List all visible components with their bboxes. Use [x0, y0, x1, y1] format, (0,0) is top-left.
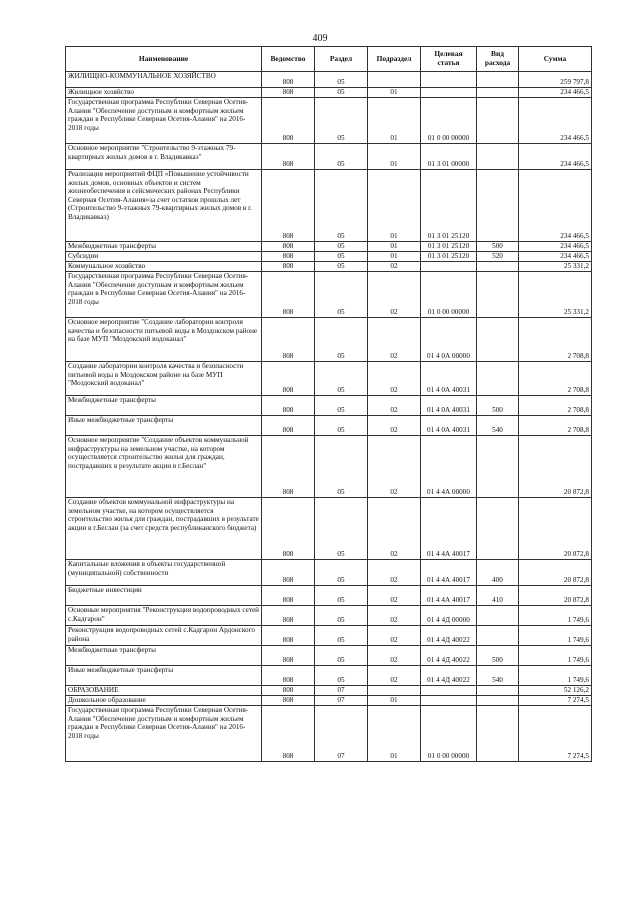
row-target-article: 01 3 01 25120	[421, 170, 477, 242]
row-section: 05	[315, 262, 368, 272]
row-expense-type	[477, 318, 519, 362]
row-expense-type	[477, 170, 519, 242]
row-target-article	[421, 686, 477, 696]
row-subsection: 01	[368, 98, 421, 144]
header-department: Ведомство	[262, 47, 315, 72]
row-subsection: 01	[368, 706, 421, 762]
row-name: Субсидии	[66, 252, 262, 262]
row-name: Жилищное хозяйство	[66, 88, 262, 98]
table-row	[66, 362, 592, 396]
row-department: 808	[262, 362, 315, 396]
table-row	[66, 560, 592, 586]
row-amount: 234 466,5	[519, 98, 592, 144]
row-amount: 20 872,8	[519, 586, 592, 606]
row-department: 808	[262, 416, 315, 436]
row-name: Межбюджетные трансферты	[66, 242, 262, 252]
row-amount: 234 466,5	[519, 88, 592, 98]
table-row	[66, 170, 592, 242]
row-section: 05	[315, 396, 368, 416]
table-row	[66, 318, 592, 362]
row-section: 05	[315, 242, 368, 252]
table-row	[66, 144, 592, 170]
row-name: Коммунальное хозяйство	[66, 262, 262, 272]
header-name: Наименование	[66, 47, 262, 72]
row-subsection: 01	[368, 88, 421, 98]
row-section: 05	[315, 666, 368, 686]
table-row	[66, 396, 592, 416]
row-amount: 20 872,8	[519, 498, 592, 560]
table-row	[66, 498, 592, 560]
row-name: Иные межбюджетные трансферты	[66, 416, 262, 436]
row-section: 05	[315, 560, 368, 586]
row-amount: 7 274,5	[519, 696, 592, 706]
row-name: Создание объектов коммунальной инфраструктуры на земельном участке, на котором осуществляется строительство жилья для граждан, пострадавших в результате акции в г.Беслан (за счет средств республиканского бюджета)	[66, 498, 262, 560]
row-amount: 1 749,6	[519, 606, 592, 626]
page-number: 409	[312, 33, 328, 44]
row-target-article	[421, 262, 477, 272]
row-subsection: 02	[368, 626, 421, 646]
row-amount: 25 331,2	[519, 262, 592, 272]
table-row	[66, 416, 592, 436]
table-row	[66, 272, 592, 318]
table-header-row	[66, 47, 592, 72]
row-name: Иные межбюджетные трансферты	[66, 666, 262, 686]
header-subsection: Подраздел	[368, 47, 421, 72]
row-subsection: 01	[368, 144, 421, 170]
row-expense-type: 400	[477, 560, 519, 586]
row-target-article: 01 4 4Д 40022	[421, 626, 477, 646]
row-name: Основные мероприятия "Реконструкция водопроводных сетей с.Кадгарон"	[66, 606, 262, 626]
row-name: Дошкольное образование	[66, 696, 262, 706]
row-department: 808	[262, 170, 315, 242]
row-department: 808	[262, 666, 315, 686]
row-department: 808	[262, 144, 315, 170]
table-row	[66, 252, 592, 262]
row-amount: 234 466,5	[519, 144, 592, 170]
row-subsection: 02	[368, 436, 421, 498]
row-department: 808	[262, 396, 315, 416]
row-name: Основное мероприятие "Строительство 9-этажных 79-квартирных жилых домов в г. Владикавказ"	[66, 144, 262, 170]
row-expense-type	[477, 144, 519, 170]
row-section: 07	[315, 686, 368, 696]
row-target-article	[421, 72, 477, 88]
row-section: 07	[315, 696, 368, 706]
row-subsection: 02	[368, 606, 421, 626]
row-expense-type	[477, 606, 519, 626]
row-expense-type: 540	[477, 416, 519, 436]
row-target-article	[421, 88, 477, 98]
row-department: 808	[262, 88, 315, 98]
row-target-article: 01 4 0А 40031	[421, 396, 477, 416]
row-target-article: 01 4 4А 40017	[421, 498, 477, 560]
row-section: 05	[315, 272, 368, 318]
row-target-article: 01 3 01 25120	[421, 242, 477, 252]
row-department: 808	[262, 606, 315, 626]
row-target-article: 01 0 00 00000	[421, 706, 477, 762]
row-subsection: 02	[368, 666, 421, 686]
row-target-article: 01 4 4Д 40022	[421, 666, 477, 686]
row-department: 808	[262, 72, 315, 88]
row-amount: 234 466,5	[519, 170, 592, 242]
table-row	[66, 88, 592, 98]
row-subsection: 02	[368, 646, 421, 666]
budget-table	[65, 46, 592, 762]
row-expense-type	[477, 436, 519, 498]
row-target-article: 01 3 01 25120	[421, 252, 477, 262]
row-amount: 20 872,8	[519, 436, 592, 498]
table-row	[66, 98, 592, 144]
row-name: Создание лаборатории контроля качества и безопасности питьевой воды в Моздокском районе на базе МУП "Моздокский водоканал"	[66, 362, 262, 396]
row-amount: 20 872,8	[519, 560, 592, 586]
row-subsection: 01	[368, 242, 421, 252]
row-amount: 2 708,8	[519, 362, 592, 396]
row-subsection: 02	[368, 318, 421, 362]
row-amount: 234 466,5	[519, 242, 592, 252]
header-target-article: Целевая статья	[421, 47, 477, 72]
row-section: 05	[315, 362, 368, 396]
table-row	[66, 242, 592, 252]
row-name: ЖИЛИЩНО-КОММУНАЛЬНОЕ ХОЗЯЙСТВО	[66, 72, 262, 88]
row-name: Капитальные вложения в объекты государственной (муниципальной) собственности	[66, 560, 262, 586]
row-amount: 2 708,8	[519, 416, 592, 436]
row-section: 05	[315, 72, 368, 88]
row-section: 05	[315, 416, 368, 436]
row-expense-type	[477, 626, 519, 646]
row-name: Основное мероприятие "Создание объектов коммунальной инфраструктуры на земельном участке, на котором осуществляется строительство жилья для граждан, пострадавших в результате акции в г.Беслан"	[66, 436, 262, 498]
table-row	[66, 262, 592, 272]
row-department: 808	[262, 686, 315, 696]
row-section: 07	[315, 706, 368, 762]
row-section: 05	[315, 606, 368, 626]
row-target-article: 01 3 01 00000	[421, 144, 477, 170]
row-subsection: 02	[368, 396, 421, 416]
row-subsection: 02	[368, 560, 421, 586]
table-row	[66, 586, 592, 606]
row-expense-type	[477, 686, 519, 696]
table-row	[66, 72, 592, 88]
row-department: 808	[262, 318, 315, 362]
row-target-article: 01 4 4А 40017	[421, 560, 477, 586]
table-row	[66, 706, 592, 762]
row-department: 808	[262, 646, 315, 666]
row-expense-type	[477, 72, 519, 88]
row-expense-type	[477, 498, 519, 560]
header-section: Раздел	[315, 47, 368, 72]
table-row	[66, 696, 592, 706]
row-target-article: 01 4 4Д 00000	[421, 606, 477, 626]
row-amount: 2 708,8	[519, 318, 592, 362]
row-target-article: 01 4 0А 40031	[421, 362, 477, 396]
row-target-article: 01 4 4А 00000	[421, 436, 477, 498]
table-row	[66, 686, 592, 696]
row-subsection: 01	[368, 170, 421, 242]
row-name: Межбюджетные трансферты	[66, 646, 262, 666]
row-department: 808	[262, 252, 315, 262]
row-name: Государственная программа Республики Северная Осетия-Алания "Обеспечение доступным и комфортным жильем граждан в Республике Северная Осетия-Алания" на 2016-2018 годы	[66, 98, 262, 144]
row-section: 05	[315, 88, 368, 98]
row-subsection: 02	[368, 362, 421, 396]
row-expense-type	[477, 98, 519, 144]
header-amount: Сумма	[519, 47, 592, 72]
row-target-article	[421, 696, 477, 706]
row-amount: 234 466,5	[519, 252, 592, 262]
row-name: Основное мероприятие "Создание лаборатории контроля качества и безопасности питьевой воды в Моздокском районе на базе МУП "Моздокский водоканал"	[66, 318, 262, 362]
row-expense-type	[477, 706, 519, 762]
row-section: 05	[315, 98, 368, 144]
row-expense-type: 410	[477, 586, 519, 606]
row-department: 808	[262, 696, 315, 706]
row-section: 05	[315, 498, 368, 560]
row-target-article: 01 4 4Д 40022	[421, 646, 477, 666]
row-section: 05	[315, 586, 368, 606]
row-subsection: 02	[368, 416, 421, 436]
row-name: Межбюджетные трансферты	[66, 396, 262, 416]
row-target-article: 01 4 0А 40031	[421, 416, 477, 436]
row-expense-type: 500	[477, 242, 519, 252]
row-amount: 1 749,6	[519, 646, 592, 666]
row-name: Реализация мероприятий ФЦП «Повышение устойчивости жилых домов, основных объектов и систем жизнеобеспечения в сейсмических районах Республики Северная Осетия-Алания»за счет остатков прошлых лет (Строительство 9-этажных 79-квартирных жилых домов в г. Владикавказ)	[66, 170, 262, 242]
row-name: Государственная программа Республики Северная Осетия-Алания "Обеспечение доступным и комфортным жильем граждан в Республике Северная Осетия-Алания" на 2016-2018 годы	[66, 706, 262, 762]
row-expense-type: 520	[477, 252, 519, 262]
row-subsection: 02	[368, 586, 421, 606]
row-subsection: 02	[368, 498, 421, 560]
row-department: 808	[262, 498, 315, 560]
row-amount: 2 708,8	[519, 396, 592, 416]
row-department: 808	[262, 560, 315, 586]
row-department: 808	[262, 262, 315, 272]
row-section: 05	[315, 144, 368, 170]
row-amount: 25 331,2	[519, 272, 592, 318]
header-expense-type: Вид расхода	[477, 47, 519, 72]
row-amount: 7 274,5	[519, 706, 592, 762]
row-department: 808	[262, 586, 315, 606]
row-department: 808	[262, 98, 315, 144]
row-expense-type	[477, 696, 519, 706]
row-subsection	[368, 72, 421, 88]
row-target-article: 01 0 00 00000	[421, 98, 477, 144]
row-target-article: 01 4 0А 00000	[421, 318, 477, 362]
row-department: 808	[262, 706, 315, 762]
row-section: 05	[315, 318, 368, 362]
row-section: 05	[315, 626, 368, 646]
row-name: ОБРАЗОВАНИЕ	[66, 686, 262, 696]
row-name: Государственная программа Республики Северная Осетия-Алания "Обеспечение доступным и комфортным жильем граждан в Республике Северная Осетия-Алания" на 2016-2018 годы	[66, 272, 262, 318]
row-name: Бюджетные инвестиции	[66, 586, 262, 606]
row-subsection: 01	[368, 696, 421, 706]
row-name: Реконструкция водопроводных сетей с.Кадгарон Ардонского района	[66, 626, 262, 646]
row-expense-type	[477, 272, 519, 318]
row-section: 05	[315, 436, 368, 498]
row-expense-type	[477, 262, 519, 272]
table-row	[66, 436, 592, 498]
table-row	[66, 606, 592, 626]
row-expense-type: 500	[477, 396, 519, 416]
row-department: 808	[262, 436, 315, 498]
table-row	[66, 626, 592, 646]
row-department: 808	[262, 242, 315, 252]
row-section: 05	[315, 646, 368, 666]
row-target-article: 01 0 00 00000	[421, 272, 477, 318]
row-expense-type: 540	[477, 666, 519, 686]
row-subsection: 02	[368, 272, 421, 318]
row-amount: 1 749,6	[519, 666, 592, 686]
row-amount: 52 126,2	[519, 686, 592, 696]
row-department: 808	[262, 626, 315, 646]
row-amount: 1 749,6	[519, 626, 592, 646]
row-subsection	[368, 686, 421, 696]
row-section: 05	[315, 252, 368, 262]
row-expense-type: 500	[477, 646, 519, 666]
row-section: 05	[315, 170, 368, 242]
row-expense-type	[477, 362, 519, 396]
row-subsection: 01	[368, 252, 421, 262]
row-target-article: 01 4 4А 40017	[421, 586, 477, 606]
row-department: 808	[262, 272, 315, 318]
row-subsection: 02	[368, 262, 421, 272]
row-amount: 259 797,8	[519, 72, 592, 88]
table-row	[66, 666, 592, 686]
table-row	[66, 646, 592, 666]
row-expense-type	[477, 88, 519, 98]
